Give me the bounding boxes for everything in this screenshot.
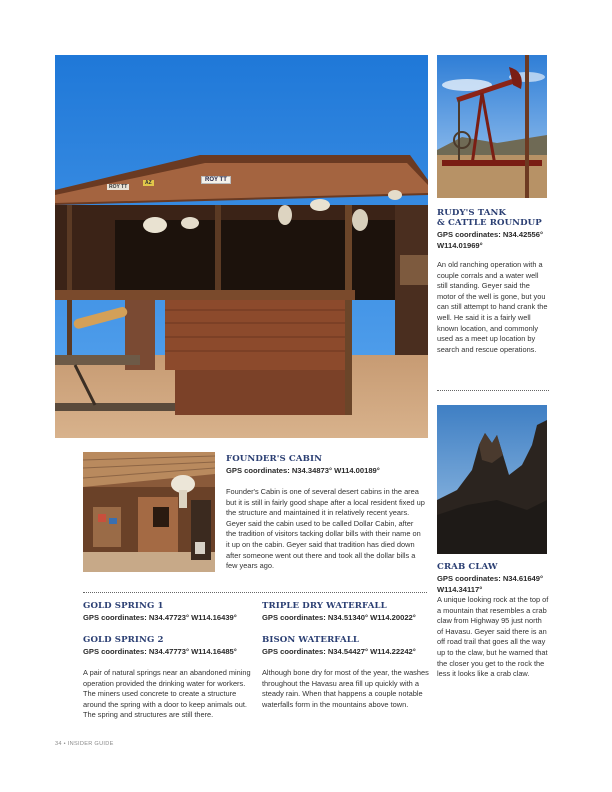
rudys-tank-gps-line2: W114.01969° (437, 241, 483, 250)
founders-cabin-body: Founder's Cabin is one of several desert cabins in the area but it is still in fairly good shape after a local resident fixed up the structure and maintained it in relatively recent years. Geyer said the cabin used to be called Dollar Cabin, after the tradition of visitors tacking dollar bills with their name on it up on the cabin. Geyer said that tradition has died down after someone went out there and took all the dollar bills a few years ago. (226, 487, 425, 571)
rudys-tank-body: An old ranching operation with a couple corrals and a water well still standing. Geyer said the motor of the well is gone, but you can still attempt to hand crank the well. He said it is a fairly well known location, and commonly used as a meet up location by search and rescue operations. (437, 260, 548, 354)
main-photo-sign-middle: AZ (145, 180, 152, 186)
gold-spring-2-title: GOLD SPRING 2 (83, 635, 164, 645)
main-photo-sign-left: ROY TT (109, 184, 128, 190)
rudys-tank-gps-line1: GPS coordinates: N34.42556° (437, 230, 544, 239)
gold-spring-2-gps: GPS coordinates: N34.47773° W114.16485° (83, 647, 237, 656)
oil-pump-jack-photo (437, 55, 547, 198)
crab-claw-gps-line2: W114.34117° (437, 585, 483, 594)
divider-right-top (437, 390, 549, 391)
waterfalls-section (262, 601, 430, 710)
triple-dry-waterfall-gps: GPS coordinates: N34.51340° W114.20022° (262, 613, 416, 622)
bison-waterfall-body: Although bone dry for most of the year, the washes throughout the Havasu area fill up quickly with a steady rain. When that happens a couple notable waterfalls form in the mountains above town. (262, 668, 429, 709)
gold-spring-2-body: A pair of natural springs near an abandoned mining operation provided the drinking water for workers. The miners used concrete to create a structure around the spring with a door to keep animals out. The spring and structures are still there. (83, 668, 251, 720)
divider-middle (83, 592, 427, 593)
founders-cabin-title: FOUNDER'S CABIN (226, 454, 323, 464)
crab-claw-section (437, 562, 549, 680)
bison-waterfall-title: BISON WATERFALL (262, 635, 360, 645)
founders-cabin-section (226, 454, 425, 572)
rudys-tank-section (437, 208, 549, 355)
rudys-tank-title-line2: & CATTLE ROUNDUP (437, 218, 542, 228)
crab-claw-rock-photo (437, 405, 547, 554)
triple-dry-waterfall-title: TRIPLE DRY WATERFALL (262, 601, 387, 611)
rudys-tank-title-line1: RUDY'S TANK (437, 208, 507, 218)
gold-spring-1-title: GOLD SPRING 1 (83, 601, 164, 611)
gold-springs-section (83, 601, 255, 721)
gold-spring-1-gps: GPS coordinates: N34.47723° W114.16439° (83, 613, 237, 622)
cabin-interior-photo (83, 452, 215, 572)
founders-cabin-gps: GPS coordinates: N34.34873° W114.00189° (226, 466, 380, 475)
crab-claw-body: A unique looking rock at the top of a mountain that resembles a crab claw from Highway 95 just north of Havasu. Geyer said there is an off road trail that goes all the way up to the claw, but he warned that the closer you get to the rock the less it looks like a crab claw. (437, 595, 549, 679)
bison-waterfall-gps: GPS coordinates: N34.54427° W114.22242° (262, 647, 416, 656)
crab-claw-title: CRAB CLAW (437, 562, 498, 572)
crab-claw-gps-line1: GPS coordinates: N34.61649° (437, 574, 544, 583)
main-photo-sign-right: ROY TT (201, 176, 231, 184)
cabin-porch-photo (55, 55, 428, 438)
page-footer: 34 • INSIDER GUIDE (55, 741, 114, 747)
